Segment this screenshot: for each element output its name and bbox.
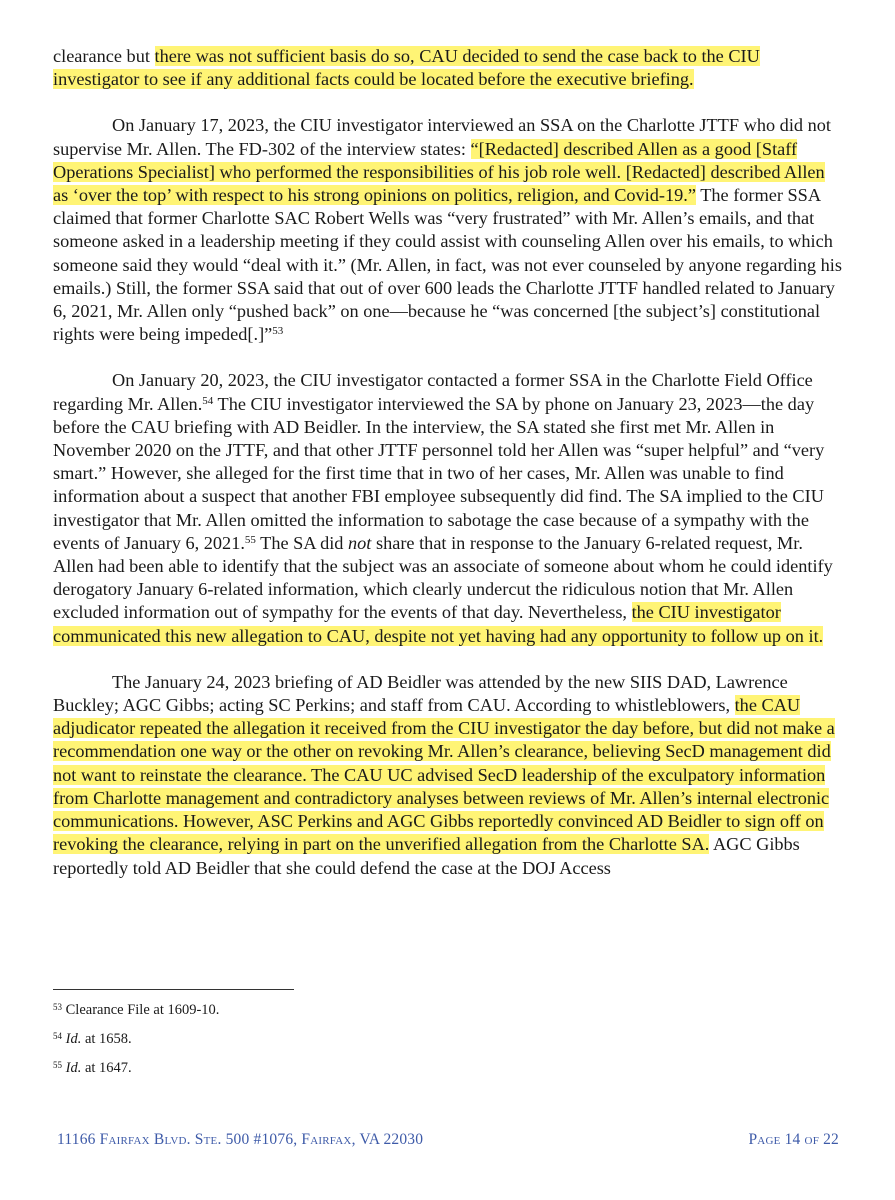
footnote-ref-55[interactable]: 55 [244, 533, 256, 546]
footnote-text: at 1647. [81, 1060, 132, 1076]
footnote-54 [53, 1030, 653, 1048]
text-run: The January 24, 2023 briefing of AD Beidler was attended by the new SIIS DAD, Lawrence Buckley; AGC Gibbs; acting SC Perkins; and staff from CAU. According to whistleblowers, [53, 671, 788, 716]
text-run: The SA did [255, 532, 349, 553]
footnote-text: at 1658. [81, 1031, 132, 1047]
text-run: On January 20, 2023, the CIU investigator contacted a former SSA in the Charlotte Field Office regarding Mr. Allen. [53, 370, 813, 414]
footnote-italic: Id. [65, 1060, 82, 1076]
footnote-ref-53[interactable]: 53 [272, 325, 284, 338]
body-text [53, 45, 843, 903]
footer-address: 11166 Fairfax Blvd. Ste. 500 #1076, Fairfax, VA 22030 [57, 1131, 424, 1148]
text-run: clearance but [53, 46, 155, 66]
highlighted-text: “[Redacted] described Allen as a good [Staff Operations Specialist] who performed the responsibilities of his job role well. [Redacted] described Allen as ‘over the top’ with respect to his strong opinions on politics, religion, and Covid-19.” [53, 138, 825, 206]
paragraph-2 [53, 114, 843, 346]
highlighted-text: the CIU investigator communicated this new allegation to CAU, despite not yet having had any opportunity to follow up on it. [53, 602, 824, 646]
text-run: On January 17, 2023, the CIU investigator interviewed an SSA on the Charlotte JTTF who did not supervise Mr. Allen. The FD-302 of the interview states: [53, 115, 831, 159]
footnote-number: 55 [53, 1060, 62, 1070]
text-run: share that in response to the January 6-related request, Mr. Allen had been able to identify that the subject was an associate of someone about whom he could identify derogatory January 6-related information, which clearly undercut the ridiculous notion that Mr. Allen excluded information out of sympathy for the events of that day. Nevertheless, [53, 532, 833, 623]
paragraph-3 [53, 369, 843, 647]
text-run: AGC Gibbs reportedly told AD Beidler that she could defend the case at the DOJ Access [53, 834, 800, 878]
paragraph-4 [53, 671, 843, 880]
footnote-number: 53 [53, 1002, 62, 1012]
footnote-divider [53, 989, 294, 990]
highlighted-text: the CAU adjudicator repeated the allegation it received from the CIU investigator the day before, but did not make a recommendation one way or the other on revoking Mr. Allen’s clearance, believing SecD management did not want to reinstate the clearance. The CAU UC advised SecD leadership of the exculpatory information from Charlotte management and contradictory analyses between reviews of Mr. Allen’s internal electronic communications. However, ASC Perkins and AGC Gibbs reportedly convinced AD Beidler to sign off on revoking the clearance, relying in part on the unverified allegation from the Charlotte SA. [53, 695, 835, 855]
footnote-italic: Id. [65, 1031, 82, 1047]
paragraph-1 [53, 45, 843, 91]
footnote-ref-54[interactable]: 54 [202, 394, 214, 407]
highlighted-text: there was not sufficient basis do so, CAU decided to send the case back to the CIU investigator to see if any additional facts could be located before the executive briefing. [53, 46, 760, 90]
footnote-55 [53, 1059, 653, 1077]
page-number: Page 14 of 22 [748, 1131, 839, 1148]
footnote-53 [53, 1001, 653, 1019]
text-run: The former SSA claimed that former Charlotte SAC Robert Wells was “very frustrated” with Mr. Allen’s emails, and that someone asked in a leadership meeting if they could assist with counseling Allen over his emails, to which someone said they would “deal with it.” (Mr. Allen, in fact, was not ever counseled by anyone regarding his emails.) Still, the former SSA said that out of over 600 leads the Charlotte JTTF handled related to January 6, 2021, Mr. Allen only “pushed back” on one—because he “was concerned [the subject’s] constitutional rights were being impeded[.]” [53, 185, 842, 345]
emphasis-text: not [348, 532, 372, 553]
footnote-number: 54 [53, 1031, 62, 1041]
footnotes [53, 1001, 653, 1088]
footnote-text: Clearance File at 1609-10. [65, 1002, 220, 1018]
text-run: The CIU investigator interviewed the SA by phone on January 23, 2023—the day before the CAU briefing with AD Beidler. In the interview, the SA stated she first met Mr. Allen in November 2020 on the JTTF, and that other JTTF personnel told her Allen was “super helpful” and “very smart.” However, she alleged for the first time that in two of her cases, Mr. Allen was unable to find information about a suspect that another FBI employee subsequently did find. The SA implied to the CIU investigator that Mr. Allen omitted the information to sabotage the case because of a sympathy with the events of January 6, 2021. [53, 393, 825, 553]
